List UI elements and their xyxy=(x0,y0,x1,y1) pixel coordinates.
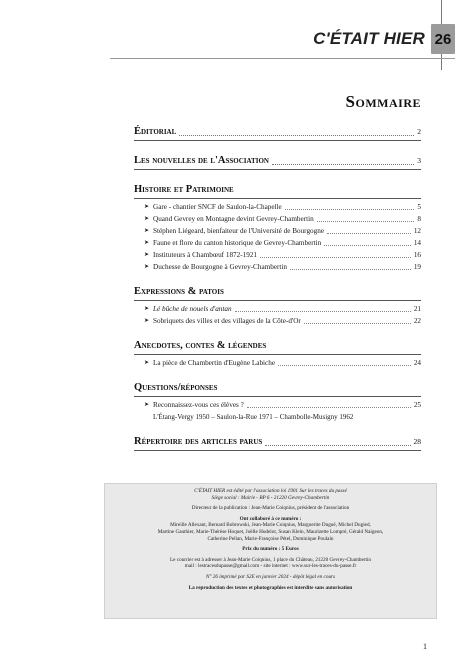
toc-entry-title: Duchesse de Bourgogne à Gevrey-Chambertin xyxy=(153,263,287,271)
toc-section-title-text: Les nouvelles de l'Association xyxy=(134,155,269,166)
toc-entry-title: Lé bûche de nouels d'antan xyxy=(153,305,232,313)
toc-page-number: 14 xyxy=(413,239,421,247)
toc-entry-title: Sobriquets des villes et des villages de la Côte-d'Or xyxy=(153,317,301,325)
colophon-box xyxy=(104,483,437,619)
dot-leader xyxy=(235,310,411,312)
toc-entry[interactable] xyxy=(134,201,421,213)
arrow-bullet-icon: ➤ xyxy=(144,360,150,366)
toc-entry-subnote: L'Étang-Vergy 1950 – Saulon-la-Rue 1971 – Chambolle-Musigny 1962 xyxy=(153,413,354,421)
toc-section-title[interactable] xyxy=(134,126,421,138)
colophon-publisher: C'ÉTAIT HIER est édité par l'association loi 1901 Sur les traces du passé xyxy=(194,488,347,494)
dot-leader xyxy=(265,444,410,446)
dot-leader xyxy=(272,163,414,165)
sommaire-heading: Sommaire xyxy=(345,92,421,111)
colophon-contributors-3: Catherine Pellan, Marie-Françoise Pétel, Dominique Poulain xyxy=(207,535,334,542)
toc-page-number: 8 xyxy=(417,215,421,223)
toc-section xyxy=(134,126,421,141)
toc-section-title[interactable] xyxy=(134,340,421,352)
toc-entry[interactable] xyxy=(134,249,421,261)
dot-leader xyxy=(278,364,411,366)
toc-entry[interactable] xyxy=(134,225,421,237)
issue-number-badge: 26 xyxy=(431,24,455,54)
arrow-bullet-icon: ➤ xyxy=(144,216,150,222)
section-rule xyxy=(134,450,421,451)
toc-page-number: 22 xyxy=(413,317,421,325)
toc-entry[interactable] xyxy=(134,315,421,327)
dot-leader xyxy=(179,134,414,136)
toc-section xyxy=(134,184,421,273)
arrow-bullet-icon: ➤ xyxy=(144,240,150,246)
magazine-title: C'ÉTAIT HIER xyxy=(313,29,425,48)
dot-leader xyxy=(304,322,411,324)
dot-leader xyxy=(324,244,411,246)
toc-section-title-text: Questions/réponses xyxy=(134,382,218,393)
toc-section-title[interactable] xyxy=(134,382,421,394)
arrow-bullet-icon: ➤ xyxy=(144,318,150,324)
arrow-bullet-icon: ➤ xyxy=(144,264,150,270)
toc-entry[interactable] xyxy=(134,261,421,273)
toc-entry-title: Instituteurs à Chambœuf 1872-1921 xyxy=(153,251,258,259)
toc-entry-title: Quand Gevrey en Montagne devint Gevrey-Chambertin xyxy=(153,215,314,223)
colophon-director: Directeur de la publication : Jean-Marie Coiqnius, président de l'association xyxy=(191,505,350,512)
arrow-bullet-icon: ➤ xyxy=(144,204,150,210)
toc-section xyxy=(134,382,421,423)
toc-entry-title: Faune et flore du canton historique de Gevrey-Chambertin xyxy=(153,239,322,247)
toc-page-number: 12 xyxy=(413,227,421,235)
toc-section-title-text: Histoire et Patrimoine xyxy=(134,184,234,195)
toc-entry[interactable] xyxy=(134,399,421,411)
toc-page-number: 21 xyxy=(413,305,421,313)
toc-section xyxy=(134,436,421,451)
page-folio: 1 xyxy=(423,642,427,651)
dot-leader xyxy=(327,232,411,234)
dot-leader xyxy=(285,208,415,210)
toc-page-number: 19 xyxy=(413,263,421,271)
toc-page-number: 5 xyxy=(417,203,421,211)
colophon-mail-web: mail : lestracesdupasse@gmail.com - site internet : www.sur-les-traces-du-passe.fr xyxy=(184,563,357,570)
toc-section xyxy=(134,340,421,369)
section-rule xyxy=(134,140,421,141)
colophon-contributors-2: Martine Gauthier, Marie-Thérèse Hoquet, Joëlle Hudelot, Susan Klein, Maurizette Lompré, Gérald Naigeon, xyxy=(157,528,384,535)
toc-page-number: 24 xyxy=(413,359,421,367)
section-rule xyxy=(134,169,421,170)
colophon-mail-address: Le courrier est à adresser à Jean-Marie Coiqnius, 1 place du Château, 21220 Gevrey-Chambertin xyxy=(170,556,371,563)
toc-section-title[interactable] xyxy=(134,184,421,196)
table-of-contents xyxy=(134,126,421,451)
toc-section xyxy=(134,286,421,327)
toc-section-title[interactable] xyxy=(134,286,421,298)
toc-page-number: 2 xyxy=(417,127,421,136)
colophon-address: Siège social : Mairie - BP 6 - 21220 Gevrey-Chambertin xyxy=(211,494,330,501)
toc-entry-title: Reconnaissez-vous ces élèves ? xyxy=(153,401,244,409)
toc-page-number: 28 xyxy=(413,437,421,446)
toc-section-title-text: Expressions & patois xyxy=(134,286,224,297)
arrow-bullet-icon: ➤ xyxy=(144,228,150,234)
arrow-bullet-icon: ➤ xyxy=(144,252,150,258)
colophon-print-info: N° 26 imprimé par S2E en janvier 2024 - dépôt légal en cours xyxy=(205,573,336,580)
header-divider xyxy=(110,58,455,59)
colophon-contributors-1: Mireille Allexant, Bernard Bobrowski, Jean-Marie Coiqnius, Marguerite Duguë, Michel Dugied, xyxy=(170,522,371,529)
dot-leader xyxy=(290,268,411,270)
colophon-contributors-heading: Ont collaboré à ce numéro : xyxy=(239,515,302,522)
colophon-price: Prix du numéro : 5 Euros xyxy=(242,546,299,553)
toc-section-title-text: Répertoire des articles parus xyxy=(134,436,263,447)
toc-entry-title: Stéphen Liégeard, bienfaiteur de l'Université de Bourgogne xyxy=(153,227,325,235)
toc-page-number: 3 xyxy=(417,156,421,165)
toc-entry-title: La pièce de Chambertin d'Eugène Labiche xyxy=(153,359,276,367)
toc-page-number: 25 xyxy=(413,401,421,409)
toc-section-title-text: Éditorial xyxy=(134,126,177,137)
toc-entry-title: Gare - chantier SNCF de Saulon-la-Chapelle xyxy=(153,203,282,211)
page-header xyxy=(313,24,455,54)
dot-leader xyxy=(247,406,411,408)
toc-section xyxy=(134,155,421,170)
colophon-reproduction-notice: La reproduction des textes et photographies est interdite sans autorisation xyxy=(188,584,353,591)
arrow-bullet-icon: ➤ xyxy=(144,402,150,408)
arrow-bullet-icon: ➤ xyxy=(144,306,150,312)
toc-entry[interactable] xyxy=(134,357,421,369)
toc-section-title[interactable] xyxy=(134,436,421,448)
toc-entry[interactable] xyxy=(134,303,421,315)
dot-leader xyxy=(317,220,415,222)
toc-section-title-text: Anecdotes, contes & légendes xyxy=(134,340,267,351)
toc-entry[interactable] xyxy=(134,213,421,225)
dot-leader xyxy=(260,256,411,258)
toc-entry[interactable] xyxy=(134,237,421,249)
toc-page-number: 16 xyxy=(413,251,421,259)
toc-section-title[interactable] xyxy=(134,155,421,167)
